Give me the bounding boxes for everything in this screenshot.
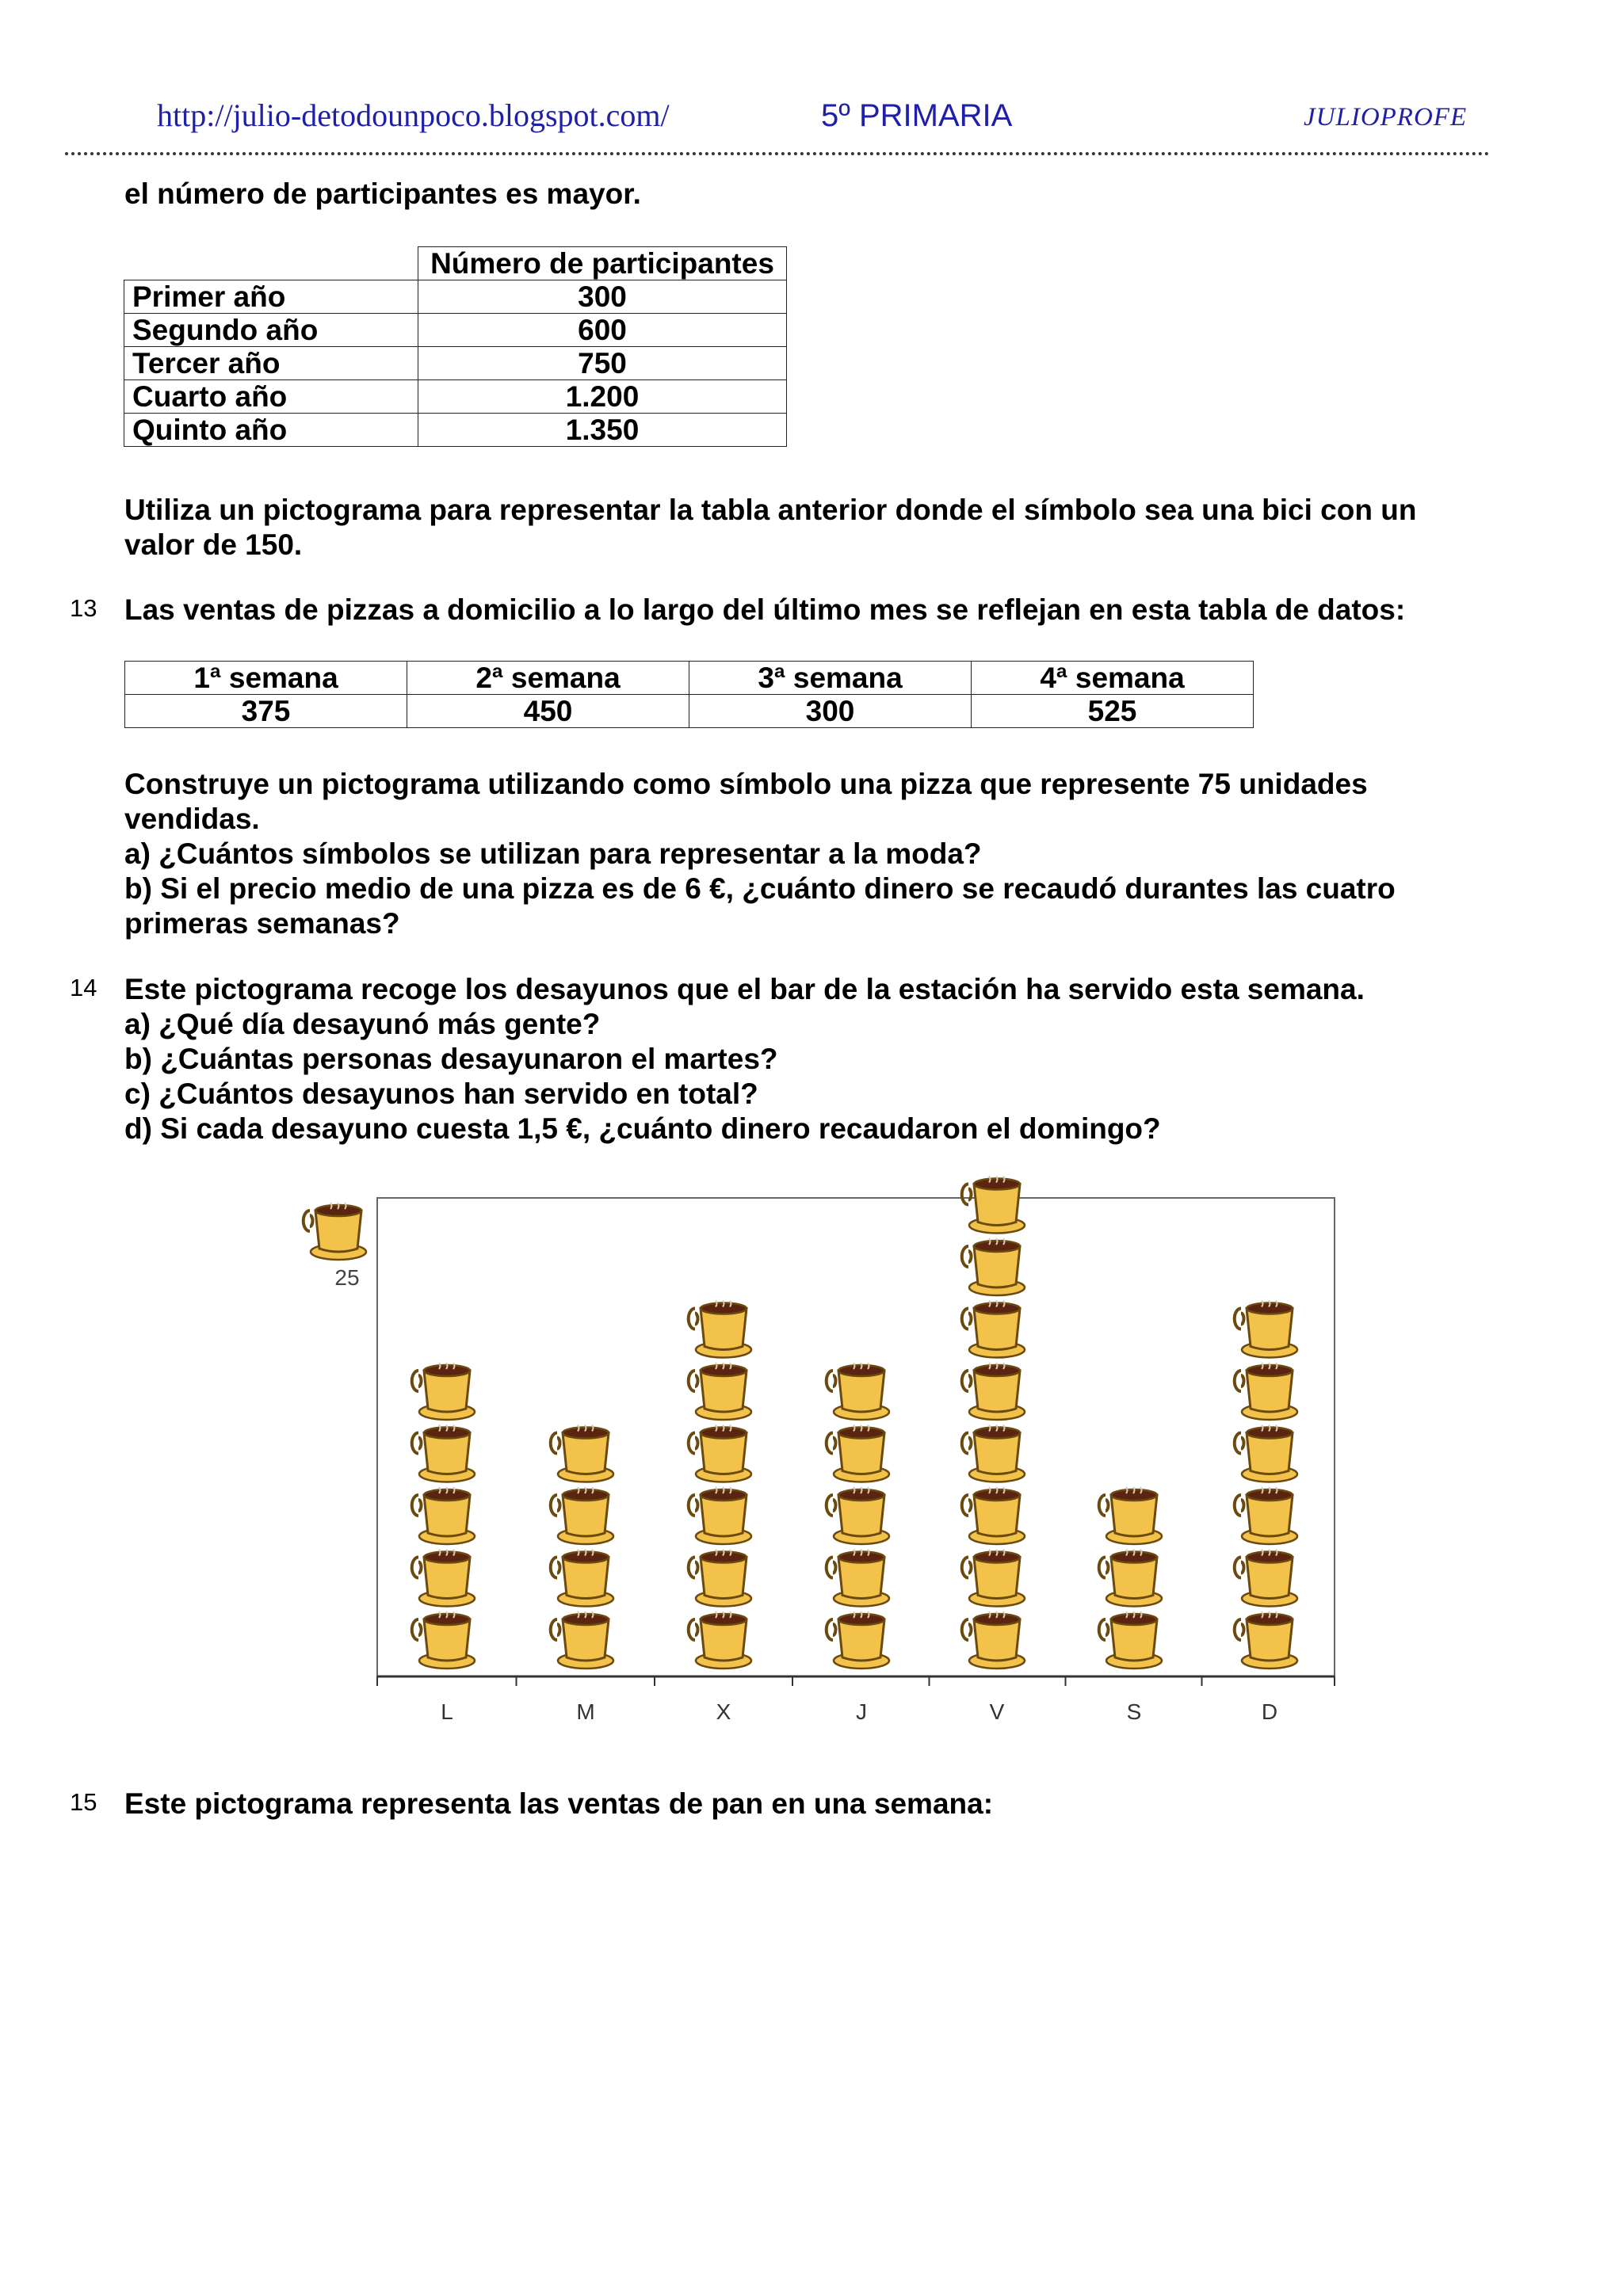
breakfast-pictogram (293, 1173, 1347, 1743)
cup-icon-M-1 (551, 1611, 613, 1669)
row-label: Cuarto año (124, 380, 418, 414)
cup-icon-M-3 (551, 1487, 613, 1544)
row-value: 1.350 (418, 414, 787, 447)
q15-statement: Este pictograma representa las ventas de pan en una semana: (124, 1787, 994, 1820)
table-header-cell: Número de participantes (418, 247, 787, 280)
instruction-line-2: valor de 150. (124, 528, 303, 561)
cup-icon-S-3 (1099, 1487, 1162, 1544)
week-header: 3ª semana (689, 662, 972, 695)
legend-value: 25 (334, 1265, 360, 1290)
cup-icon-V-3 (962, 1487, 1025, 1544)
row-value: 600 (418, 314, 787, 347)
q13-question-b: b) Si el precio medio de una pizza es de 6 €, ¿cuánto dinero se recaudó durantes las cuatro (124, 872, 1396, 905)
question-number-14: 14 (70, 974, 97, 1001)
row-value: 750 (418, 347, 787, 380)
q14-question-b: b) ¿Cuántas personas desayunaron el martes? (124, 1043, 778, 1075)
row-value: 300 (418, 280, 787, 314)
x-tick-label-J: J (856, 1699, 867, 1724)
table-corner-cell (124, 247, 418, 280)
x-tick-label-S: S (1126, 1699, 1142, 1724)
cup-icon-J-3 (827, 1487, 889, 1544)
week-value: 375 (125, 695, 407, 728)
q13-line: primeras semanas? (124, 907, 400, 940)
cup-icon-X-2 (689, 1550, 751, 1607)
q14-question-a: a) ¿Qué día desayunó más gente? (124, 1008, 601, 1040)
table-row (124, 380, 787, 414)
cup-icon-D-1 (1235, 1611, 1297, 1669)
cup-icon-J-1 (827, 1611, 889, 1669)
x-tick-label-M: M (576, 1699, 595, 1724)
week-header: 1ª semana (125, 662, 407, 695)
cup-icon-V-2 (962, 1550, 1025, 1607)
cup-icon-V-4 (962, 1425, 1025, 1482)
cup-icon-D-6 (1235, 1301, 1297, 1358)
cup-icon-J-2 (827, 1550, 889, 1607)
week-header: 2ª semana (407, 662, 689, 695)
cup-icon-X-4 (689, 1425, 751, 1482)
q14-question-d: d) Si cada desayuno cuesta 1,5 €, ¿cuánto dinero recaudaron el domingo? (124, 1112, 1161, 1145)
cup-icon-S-1 (1099, 1611, 1162, 1669)
cup-icon-V-6 (962, 1301, 1025, 1358)
cup-icon-J-5 (827, 1363, 889, 1420)
week-header: 4ª semana (972, 662, 1254, 695)
cup-icon-L-1 (412, 1611, 475, 1669)
cup-icon-X-3 (689, 1487, 751, 1544)
header-url[interactable]: http://julio-detodounpoco.blogspot.com/ (157, 97, 670, 133)
table-header-row (124, 247, 787, 280)
pizza-sales-table (124, 661, 1254, 728)
table-row (125, 695, 1254, 728)
cup-icon-M-4 (551, 1425, 613, 1482)
header-level: 5º PRIMARIA (821, 98, 1013, 133)
cup-icon-S-2 (1099, 1550, 1162, 1607)
cup-icon-V-7 (962, 1238, 1025, 1295)
cup-icon-D-5 (1235, 1363, 1297, 1420)
q14-statement: Este pictograma recoge los desayunos que el bar de la estación ha servido esta semana. (124, 973, 1365, 1005)
x-tick-label-L: L (441, 1699, 453, 1724)
header-author: JULIOPROFE (1304, 103, 1468, 132)
week-value: 525 (972, 695, 1254, 728)
cup-icon-V-8 (962, 1177, 1025, 1234)
question-number-15: 15 (70, 1788, 97, 1816)
row-label: Quinto año (124, 414, 418, 447)
header-divider (65, 152, 1490, 155)
cup-icon-V-1 (962, 1611, 1025, 1669)
question-number-13: 13 (70, 594, 97, 622)
cup-icon-L-2 (412, 1550, 475, 1607)
x-tick-label-X: X (716, 1699, 731, 1724)
cup-icon-L-3 (412, 1487, 475, 1544)
cup-icon-D-3 (1235, 1487, 1297, 1544)
row-label: Segundo año (124, 314, 418, 347)
table-row (124, 347, 787, 380)
q13-question-a: a) ¿Cuántos símbolos se utilizan para representar a la moda? (124, 837, 982, 870)
q13-line: Construye un pictograma utilizando como símbolo una pizza que represente 75 unidades (124, 768, 1368, 800)
legend-cup-icon (304, 1203, 366, 1260)
participants-table (124, 246, 787, 447)
cup-icon-L-4 (412, 1425, 475, 1482)
week-value: 450 (407, 695, 689, 728)
table-row (124, 414, 787, 447)
cup-icon-D-2 (1235, 1550, 1297, 1607)
cup-icon-J-4 (827, 1425, 889, 1482)
cup-icon-V-5 (962, 1363, 1025, 1420)
cup-icon-M-2 (551, 1550, 613, 1607)
cup-icon-X-1 (689, 1611, 751, 1669)
table-header-row (125, 662, 1254, 695)
table-row (124, 280, 787, 314)
cup-icon-X-6 (689, 1301, 751, 1358)
row-value: 1.200 (418, 380, 787, 414)
x-tick-label-D: D (1261, 1699, 1278, 1724)
intro-line: el número de participantes es mayor. (124, 177, 641, 210)
row-label: Tercer año (124, 347, 418, 380)
x-tick-label-V: V (989, 1699, 1005, 1724)
q13-statement: Las ventas de pizzas a domicilio a lo largo del último mes se reflejan en esta tabla de datos: (124, 593, 1406, 626)
cup-icon-L-5 (412, 1363, 475, 1420)
q14-question-c: c) ¿Cuántos desayunos han servido en total? (124, 1077, 758, 1110)
cup-icon-D-4 (1235, 1425, 1297, 1482)
table-row (124, 314, 787, 347)
week-value: 300 (689, 695, 972, 728)
instruction-line-1: Utiliza un pictograma para representar la tabla anterior donde el símbolo sea una bici con un (124, 494, 1417, 526)
row-label: Primer año (124, 280, 418, 314)
q13-line: vendidas. (124, 803, 260, 835)
cup-icon-X-5 (689, 1363, 751, 1420)
